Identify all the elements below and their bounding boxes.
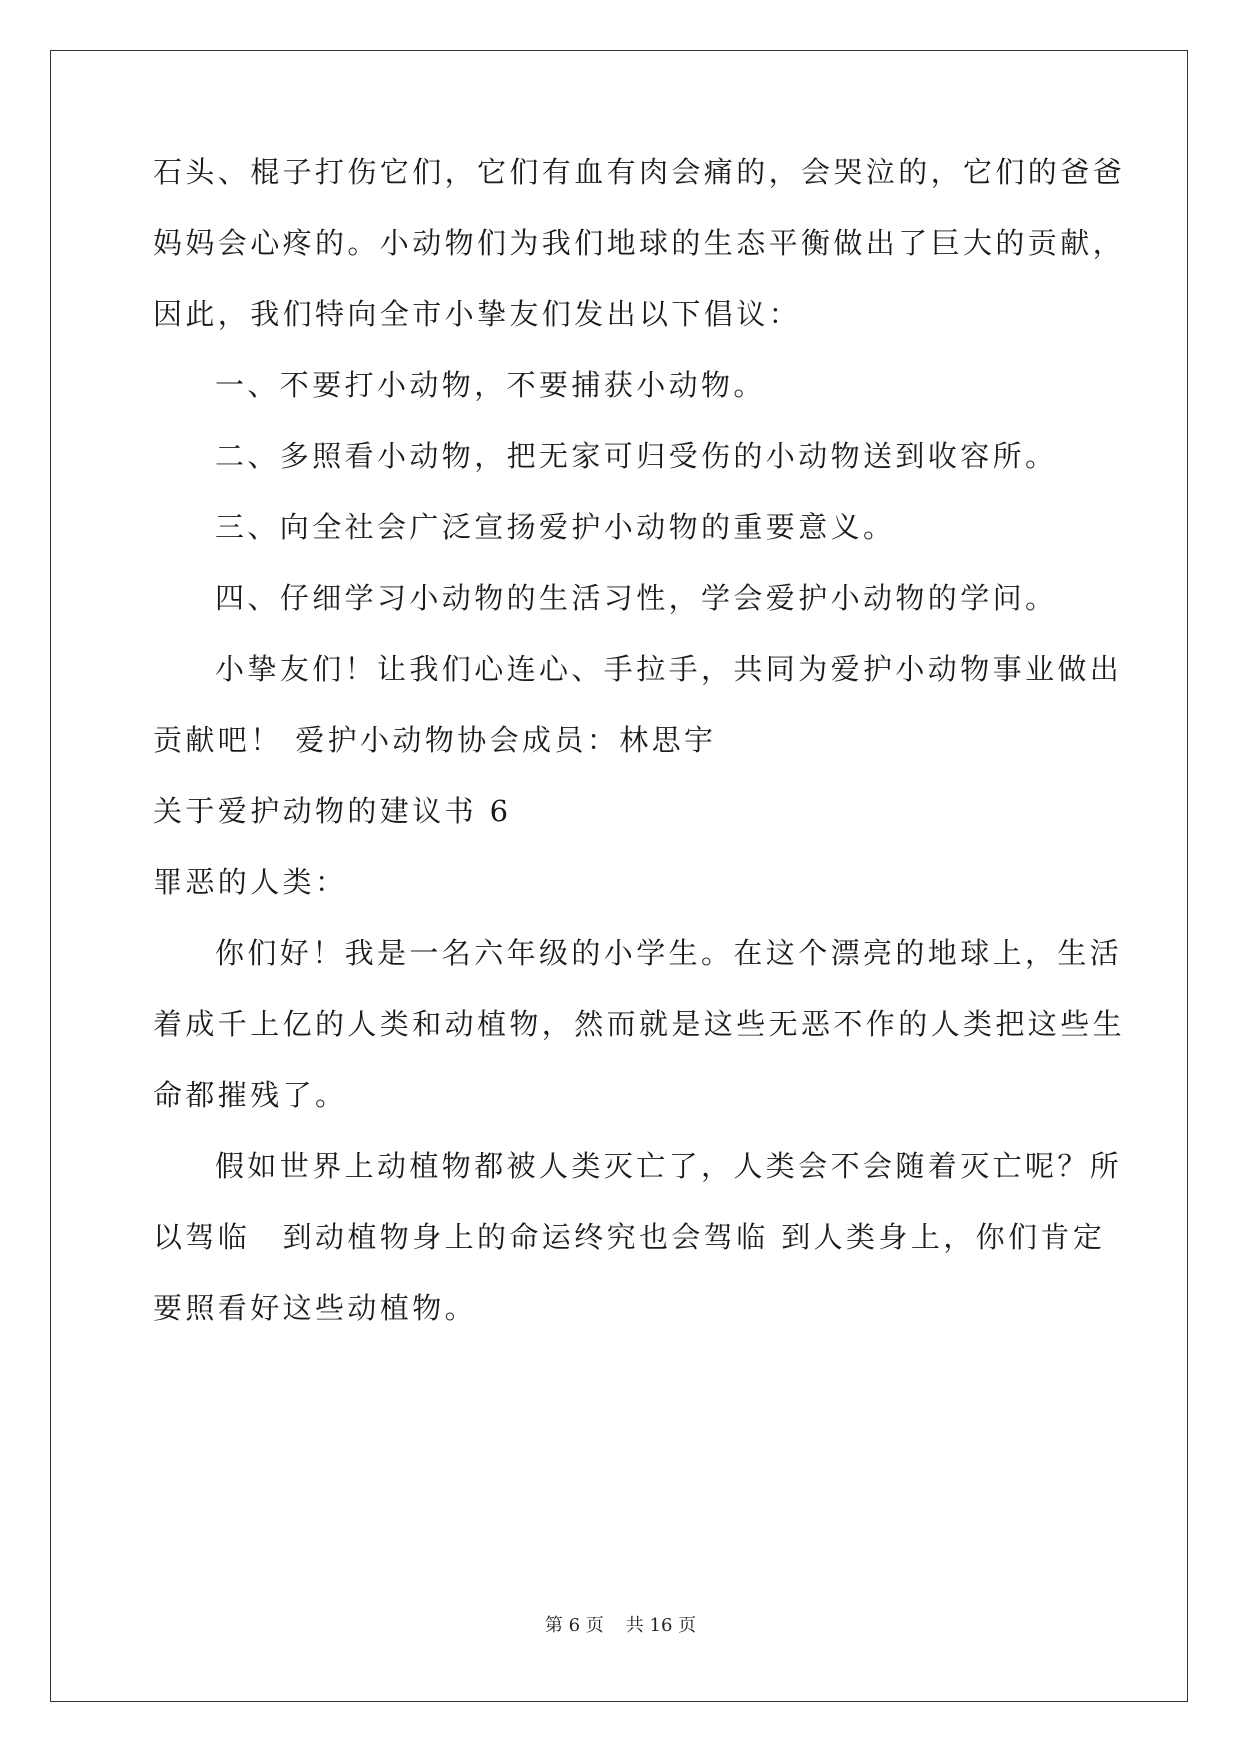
body-line: 石头、棍子打伤它们，它们有血有肉会痛的，会哭泣的，它们的爸爸 <box>153 155 1126 189</box>
body-line: 命都摧残了。 <box>153 1078 348 1112</box>
list-item: 四、仔细学习小动物的生活习性，学会爱护小动物的学问。 <box>215 581 1058 615</box>
page-number: 第 6 页 <box>544 1615 604 1636</box>
list-item: 一、不要打小动物，不要捕获小动物。 <box>215 368 766 402</box>
body-line: 你们好！我是一名六年级的小学生。在这个漂亮的地球上，生活 <box>215 936 1123 970</box>
body-line: 妈妈会心疼的。小动物们为我们地球的生态平衡做出了巨大的贡献， <box>153 226 1126 260</box>
salutation: 罪恶的人类： <box>153 865 348 899</box>
body-line: 要照看好这些动植物。 <box>153 1291 478 1325</box>
body-line: 因此，我们特向全市小挚友们发出以下倡议： <box>153 297 802 331</box>
body-line: 假如世界上动植物都被人类灭亡了，人类会不会随着灭亡呢？所 <box>215 1149 1123 1183</box>
body-line: 以驾临 到动植物身上的命运终究也会驾临 到人类身上，你们肯定 <box>153 1220 1106 1254</box>
page-footer <box>0 1614 1241 1638</box>
page-total: 共 16 页 <box>625 1615 697 1636</box>
body-line: 小挚友们！让我们心连心、手拉手，共同为爱护小动物事业做出 <box>215 652 1123 686</box>
body-line: 着成千上亿的人类和动植物，然而就是这些无恶不作的人类把这些生 <box>153 1007 1126 1041</box>
list-item: 二、多照看小动物，把无家可归受伤的小动物送到收容所。 <box>215 439 1058 473</box>
section-title: 关于爱护动物的建议书 6 <box>153 794 512 828</box>
body-line: 贡献吧！ 爱护小动物协会成员：林思宇 <box>153 723 717 757</box>
list-item: 三、向全社会广泛宣扬爱护小动物的重要意义。 <box>215 510 896 544</box>
